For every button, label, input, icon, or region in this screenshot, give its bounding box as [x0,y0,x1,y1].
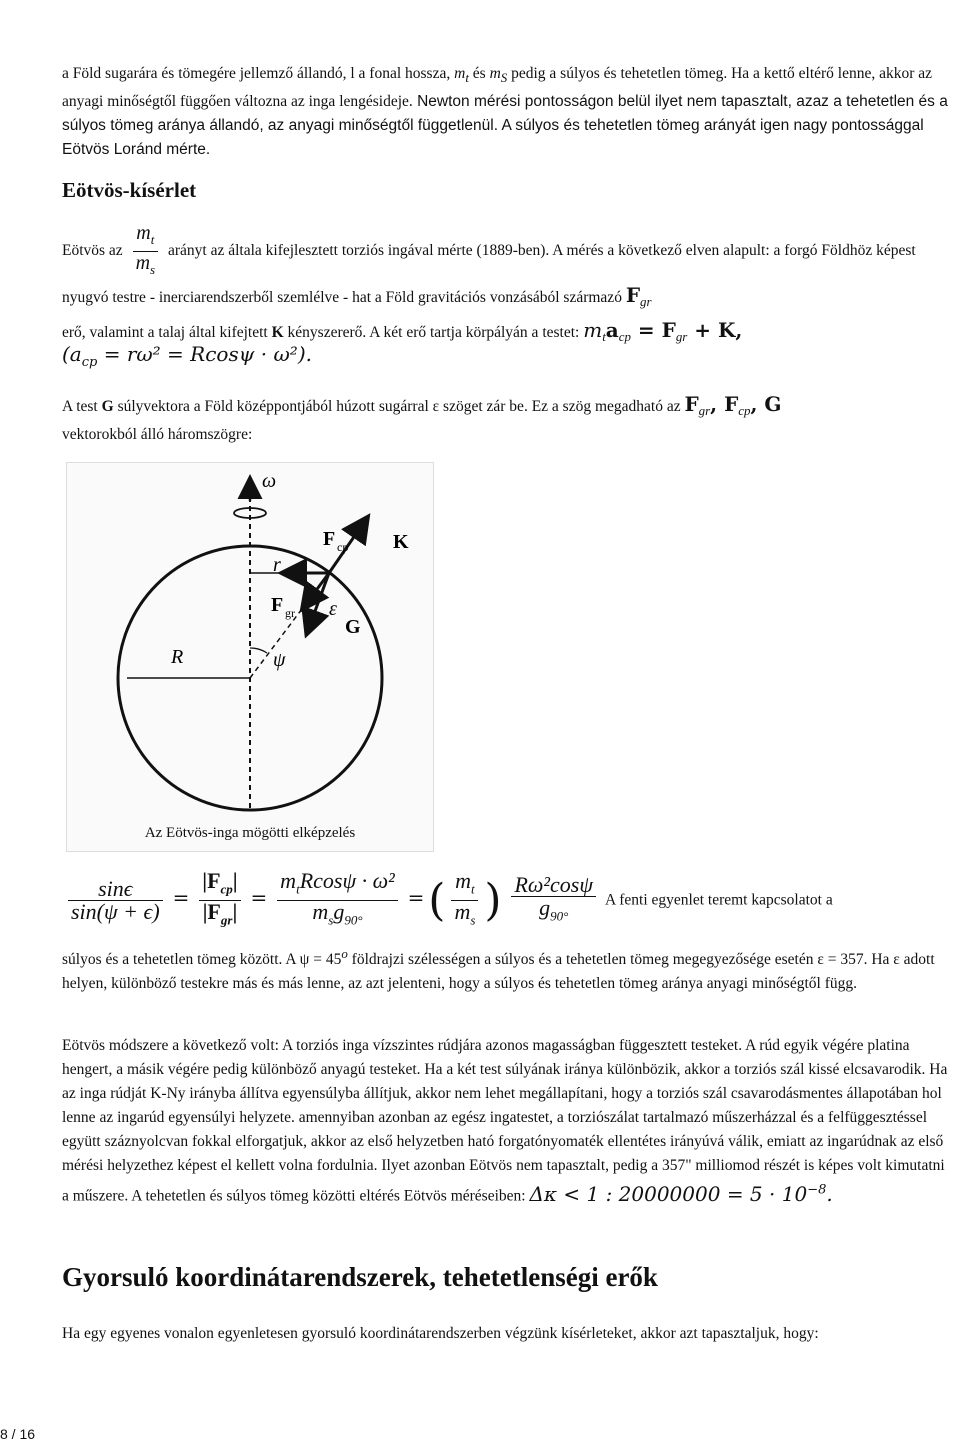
formula-sup: −8 [807,1182,827,1197]
math-eq2: (a [62,342,82,366]
figure-caption: Az Eötvös-inga mögötti elképzelés [144,825,356,841]
frac-sub: gr [220,912,233,928]
equation-main: $\frac{\sin\epsilon}{\sin(\psi + \epsilon)}$ = $\frac{|F_{cp}|}{|F_{gr}|}$ = $\frac{m_tRcos\psi \cdot \omega^2}{m_sg_{90^\circ}}$ = ( $\frac{m_t}{m_s}$ ) $\frac{\text{Rω²cosψ}}{g_{90^\circ}}$ A fenti egyenlet teremt kapcsolatot a [62,870,954,932]
label-R: R [171,646,184,668]
text-run: vektorokból álló háromszögre: [62,426,253,444]
paragraph-conclusion [62,942,954,996]
text-run: súlyvektora a Föld középpontjából húzott sugárral ε szöget zár be. Ez a szög megadható az [117,398,681,415]
label-k: K [393,531,409,553]
text-run: erő, valamint a talaj által kifejtett [62,324,268,342]
frac-den: m [312,899,329,925]
math-sub: cp [618,329,631,345]
math-g: G [101,398,114,415]
formula-end: . [826,1181,833,1206]
paragraph-method [62,1034,954,1209]
text-run: Eötvös módszere a következő volt: A torziós inga vízszintes rúdjára azonos magasságban függesztett testeket. A rúd egyik végére platina hengert, a másik végére pedig különböző anyagú testeket. Ha a két test súlyának iránya különbözik, akkor a torziós szál kissé elcsavarodik. Ha az inga rúdját K-Ny irányba állítva egyensúlyba állítjuk, akkor nem lehet megállapítani, hogy a torziós szál csavarodásmentes állapotában hol lenne az ingarúd egyensúlyi helyzete. amennyiban azonban az egész ingatestet, a torziószálat tartalmazó műszerházzal és a felfüggesztéssel együtt száznyolcvan fokkal elforgatjuk, akkor az első helyzetben ható forgatónyomaték ellentétes irányúvá válik, emiatt az ingarúdnak az első mérési helyzethez képest el kellett volna fordulnia. Ilyet azonban Eötvös nem tapasztalt, pedig a 357" milliomod részét is képes volt kimutatni a műszere. A tehetetlen és súlyos tömeg közötti eltérés Eötvös méréseiben: [62,1037,948,1205]
math-sup: o [341,946,348,961]
page-number: 8 / 16 [0,1426,36,1442]
text-run: Newton mérési pontosságon belül ilyet nem tapasztalt, azaz a tehetetlen és a súlyos tömeg aránya állandó, az anyagi minőségtől függetlenül. A súlyos és tehetetlen tömeg arányát igen nagy pontossággal Eötvös Loránd mérte. [62,93,948,159]
math-sub: cp [81,355,98,370]
frac-num: |F [202,868,221,893]
text-run: földrajzi szélességen a súlyos és a tehetetlen tömeg megegyezősége esetén ε = 357 [347,951,864,969]
math-eq2-rest: = rω² = Rcosψ · ω²). [97,342,312,366]
frac-den: g [539,895,551,921]
paragraph-weight-vector [62,392,954,447]
label-r: r [273,554,281,576]
paragraph-eotvos-principle [62,222,954,351]
frac-r2b [511,874,596,927]
paragraph-intro [62,62,954,162]
frac-den-sub: s [150,262,156,277]
section-title-accelerating-frames: Gyorsuló koordinátarendszerek, tehetetlenségi erők [62,1262,658,1292]
math-fgr: F [625,283,641,307]
frac-sub: s [328,912,334,928]
frac-num-end: | [232,868,238,893]
fraction-mt-ms [133,222,159,281]
frac-den: sin(ψ + ϵ) [71,899,160,925]
text-run: A fenti egyenlet teremt kapcsolatot a [605,891,833,909]
document-header-title [0,0,2,22]
section-title-eotvos: Eötvös-kísérlet [62,178,197,202]
formula-delta-kappa [529,1182,832,1206]
text-run: A test [62,398,98,415]
label-psi: ψ [273,649,286,671]
eotvos-diagram-svg [67,463,433,813]
math-eq1-end: + K, [687,318,743,343]
frac-forces [199,870,240,932]
math-vec: , F [710,392,739,416]
label-g: G [345,616,361,638]
frac-sub: cp [220,881,233,897]
frac-num: m [280,868,297,893]
text-run: és [468,65,490,82]
diagram-labels [170,470,409,671]
frac-lhs [68,878,163,923]
frac-num: sinϵ [68,878,163,901]
frac-num: Rω²cosψ [511,874,596,897]
frac-r1 [277,870,398,932]
label-fcp: F [323,528,336,550]
math-sub: gr [640,294,652,310]
paragraph-accelerating [62,1322,954,1346]
math-sub: t [465,70,469,86]
frac-sub: t [471,881,475,897]
text-run: Ha egy egyenes vonalon egyenletesen gyorsuló koordinátarendszerben végzünk kísérleteket, akkor azt tapasztaljuk, hogy: [62,1325,819,1342]
text-run: arányt az általa kifejlesztett torziós ingával mérte (1889-ben). A mérés a következő elven alapult: a forgó Földhöz képest nyugvó testre - inerciarendszerből szemlélve - hat a Föld gravitációs vonzásából származó [62,242,916,306]
label-fgr: F [271,594,284,616]
frac-den: |F [202,899,221,925]
frac-num-sub: t [150,232,155,247]
math-k: K [271,324,284,342]
frac-sub: t [296,881,300,897]
frac-den-end: | [232,899,238,925]
label-fgr-sub: gr [285,606,295,620]
text-run: kényszererő. A két erő tartja körpályán a testet: [287,324,580,342]
frac-r2a [451,870,478,932]
text-run: pedig a súlyos és tehetetlen tömeg. Ha a kettő eltérő lenne, akkor az anyagi minőségtől függően változna az inga lengésideje. [62,65,933,111]
math-vec: , G [750,392,782,416]
math-mt: m [454,65,466,82]
label-omega: ω [262,470,277,492]
frac-den: m [135,252,151,274]
frac-sub: 90° [550,908,569,924]
math-eq1-tail: = F [630,318,676,343]
text-run: a Föld sugarára és tömegére jellemző állandó, l a fonal hossza, [62,65,455,82]
text-run: Eötvös az [62,242,123,260]
math-sub: gr [675,329,688,345]
math-sub: S [500,70,508,86]
math-sub: cp [738,403,751,419]
math-a: a [605,318,619,343]
label-fcp-sub: cp [337,540,349,554]
frac-num-rest: Rcosψ · ω² [299,868,395,893]
text-run: súlyos és a tehetetlen tömeg között. A ψ = 45 [62,951,342,969]
math-sub: t [602,329,606,345]
math-vec: F [684,392,699,416]
formula-text: Δκ < 1 : 20000000 = 5 · 10 [529,1181,808,1206]
radius-line [127,573,329,678]
frac-sub: s [470,912,476,928]
frac-den-rest: g [333,899,345,925]
frac-num: m [136,222,151,244]
figure-eotvos-diagram [66,462,434,852]
frac-sub: 90° [344,912,363,928]
text-run: . Ha ε adott helyen, különböző testekre más és más lenne, az azt jelenteni, hogy a súlyos és tehetetlen tömeg aránya anyagi minőségtől függ. [62,951,935,993]
rotation-axis [234,479,266,808]
frac-num: m [455,868,472,893]
math-ms: m [489,65,501,82]
equation-acp [62,342,954,375]
label-epsilon: ε [329,598,337,620]
math-eq1: m [583,318,603,343]
math-sub: gr [698,403,711,419]
frac-den: m [454,899,471,925]
